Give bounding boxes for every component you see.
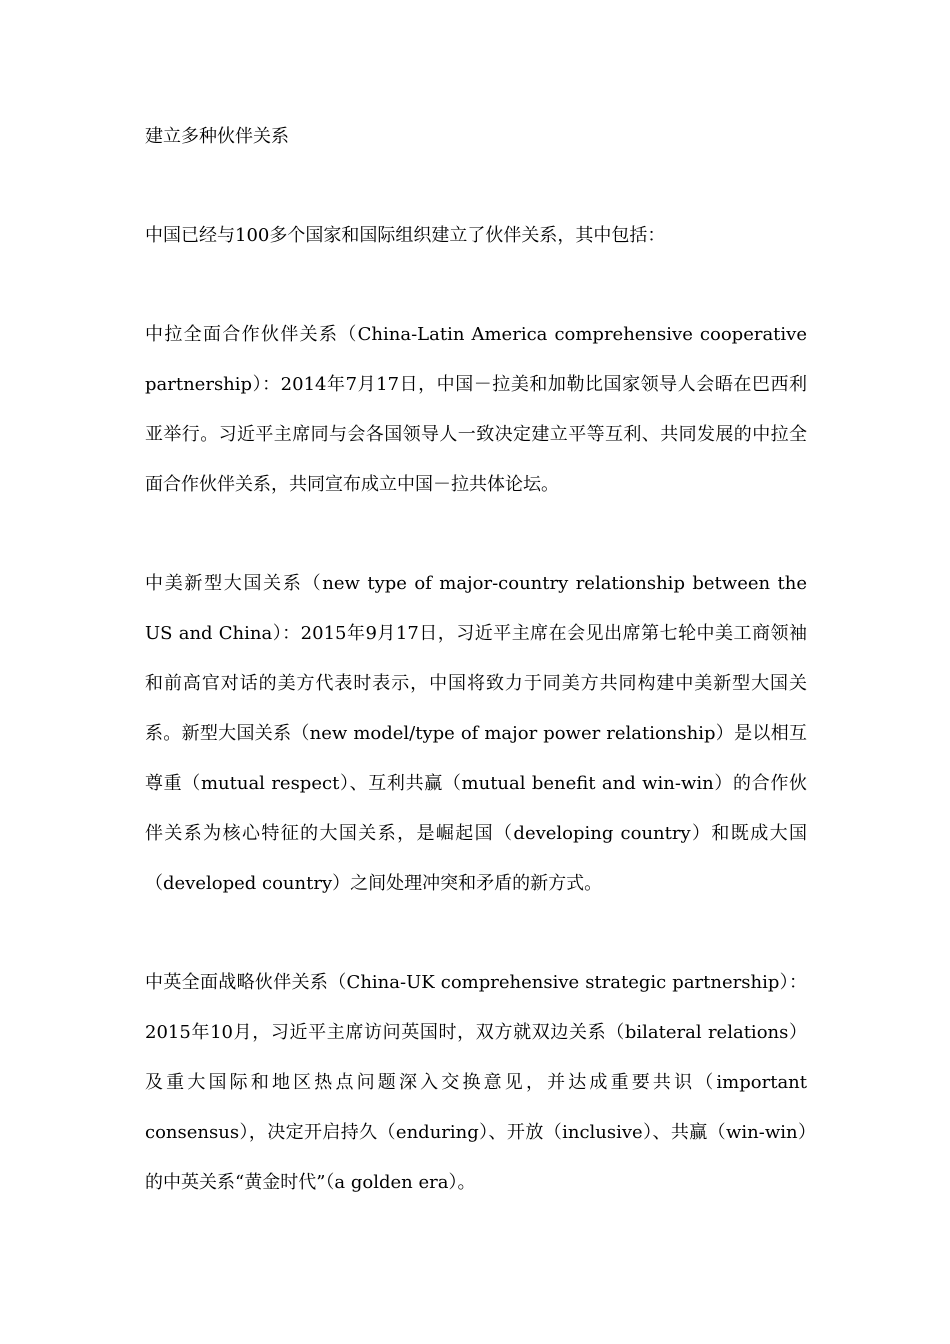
document-title: 建立多种伙伴关系	[145, 126, 289, 147]
document-body	[145, 112, 807, 1257]
intro-paragraph: 中国已经与100多个国家和国际组织建立了伙伴关系，其中包括：	[145, 225, 666, 246]
paragraph-china-uk: 中英全面战略伙伴关系（China-UK comprehensive strategic partnership）：2015年10月，习近平主席访问英国时，双方就双边关系（bilateral relations）及重大国际和地区热点问题深入交换意见，并达成重要共识（important consensus），决定开启持久（enduring）、开放（inclusive）、共赢（win-win）的中英关系“黄金时代”（a golden era）。	[145, 972, 807, 1193]
paragraph-china-latin-america: 中拉全面合作伙伴关系（China-Latin America comprehensive cooperative partnership）：2014年7月17日，中国－拉美和加勒比国家领导人会晤在巴西利亚举行。习近平主席同与会各国领导人一致决定建立平等互利、共同发展的中拉全面合作伙伴关系，共同宣布成立中国－拉共体论坛。	[145, 324, 807, 495]
paragraph-china-us: 中美新型大国关系（new type of major-country relationship between the US and China）：2015年9月17日，习近平主席在会见出席第七轮中美工商领袖和前高官对话的美方代表时表示，中国将致力于同美方共同构建中美新型大国关系。新型大国关系（new model/type of major power relationship）是以相互尊重（mutual respect）、互利共赢（mutual benefit and win-win）的合作伙伴关系为核心特征的大国关系，是崛起国（developing country）和既成大国（developed country）之间处理冲突和矛盾的新方式。	[145, 573, 807, 894]
